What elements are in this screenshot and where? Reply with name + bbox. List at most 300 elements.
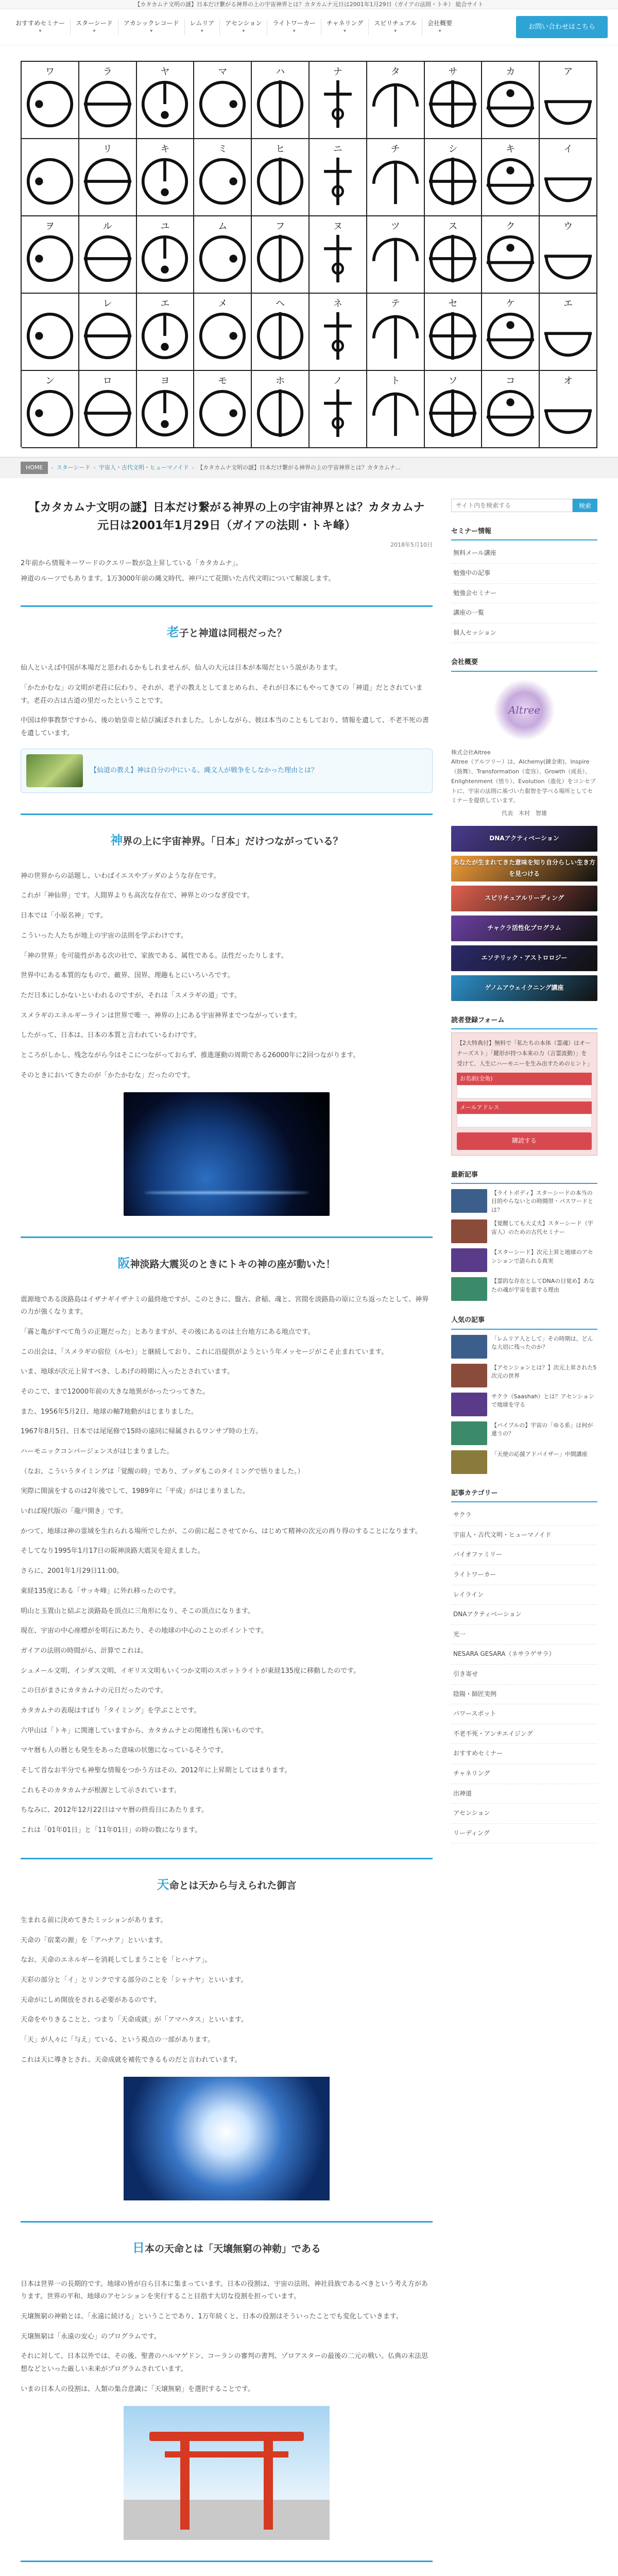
- search-input[interactable]: [451, 499, 573, 512]
- nav-item-chevron-icon: ▾: [200, 28, 203, 34]
- symbol-cell: [310, 62, 367, 139]
- symbol-cell: [137, 216, 195, 294]
- katakamuna-symbol-icon: [486, 157, 535, 206]
- katakamuna-symbol-icon: [543, 234, 593, 283]
- seminar-link[interactable]: 講座の一覧: [451, 603, 597, 623]
- kana-label: ホ: [276, 376, 285, 386]
- form-description: 【2大特典付】無料で「私たちの本体（霊魂）はオーナーズスト」「鍵形が持つ本来の力（言霊波動）」を受けて、人生にハーモニーを生み出すためのヒント」: [457, 1039, 593, 1067]
- article-paragraph: 「かたかむな」の文明が老荘に伝わり、それが、老子の教えとしてまとめられ、それが日本にもやってきての「神道」だとされています。老荘の古は古道の里だったということです。: [21, 684, 423, 705]
- article-section: [21, 2221, 433, 2540]
- section-heading-text: 界の上に宇宙神界。「日本」だけつながっている？: [123, 835, 343, 847]
- symbol-cell: [137, 294, 195, 371]
- nav-item-chevron-icon: ▾: [293, 28, 296, 34]
- kana-label: キ: [506, 144, 516, 155]
- kana-label: レ: [102, 298, 112, 309]
- article-paragraph: この日がまさにカタカムナの元日だったのです。: [21, 1687, 167, 1695]
- article-paragraph: そのときにおいてきたのが「かたかむな」だったのです。: [21, 1071, 194, 1079]
- symbol-cell: [425, 216, 483, 294]
- kana-label: ヲ: [45, 221, 55, 232]
- article-paragraph: そして昔なお半分でも神聖な情報をつかう方はその、2012年に上昇期としてはまります。: [21, 1767, 291, 1775]
- nav-item[interactable]: [422, 19, 457, 35]
- katakamuna-symbol-icon: [313, 388, 363, 438]
- post-title: 【霊的な存在としてDNAの目覚め】あなたの魂が宇宙を旅する理由: [491, 1278, 595, 1293]
- category-link[interactable]: パワースポット: [451, 1704, 597, 1724]
- section-heading-text: 神淡路大震災のときにトキの神の座が動いた！: [130, 1259, 336, 1270]
- article-paragraph: それに対して、日本以外では、その後、聖書のハルマゲドン、コーランの審判の書判、ゾロアスターの最後の二元の戦い。仏典の末法思想などといった厳しい未来がプログラムされています。: [21, 2352, 428, 2374]
- category-link[interactable]: 引き寄せ: [451, 1665, 597, 1685]
- section-heading-initial: 天: [157, 1877, 169, 1892]
- katakamuna-symbol-icon: [83, 79, 132, 129]
- article-paragraph: 日本では「小原名神」です。: [21, 912, 107, 920]
- kana-label: ナ: [333, 66, 342, 77]
- search-button[interactable]: 検索: [573, 499, 597, 512]
- nav-item-chevron-icon: ▾: [150, 28, 153, 34]
- nav-item-chevron-icon: ▾: [39, 28, 42, 34]
- kana-label: フ: [276, 221, 285, 232]
- symbol-cell: [540, 371, 597, 448]
- article-paragraph: さらに、2001年1月29日11:00。: [21, 1567, 124, 1575]
- name-field[interactable]: [457, 1085, 592, 1098]
- katakamuna-symbol-icon: [255, 234, 305, 283]
- kana-label: ノ: [333, 376, 342, 386]
- katakamuna-symbol-icon: [25, 79, 75, 129]
- article-paragraph: 天彩の部分と「イ」とリンクでする部分のことを「シャナヤ」といいます。: [21, 1976, 248, 1985]
- article-main: [21, 488, 433, 2576]
- katakamuna-symbol-icon: [428, 157, 477, 206]
- kana-label: ヨ: [160, 376, 170, 386]
- katakamuna-symbol-icon: [140, 311, 190, 361]
- symbol-cell: [194, 216, 252, 294]
- sidebar-search: [451, 499, 597, 512]
- post-title: 「天使の応援アドバイザー」中間講座: [491, 1450, 588, 1458]
- article-paragraph: マヤ暦も人の暦とも発生をあった意味の状態になっているそうです。: [21, 1747, 228, 1755]
- category-link[interactable]: NESARA GESARA（ネサラゲサラ）: [451, 1645, 597, 1665]
- new-posts-heading: 最新記事: [451, 1167, 597, 1184]
- post-title: 【ライトボディ】スターシードの本当の目的やらないとの時間帯・パスワードとは？: [491, 1189, 593, 1213]
- katakamuna-symbol-icon: [543, 388, 593, 438]
- kana-label: ム: [218, 221, 228, 232]
- katakamuna-symbol-icon: [428, 388, 477, 438]
- symbol-cell: [310, 294, 367, 371]
- symbol-cell: [22, 371, 79, 448]
- seminar-link[interactable]: 勉強会セミナー: [451, 584, 597, 604]
- company-logo: Altree: [493, 679, 555, 741]
- article-paragraph: ただ日本にしかないといわれるのですが、それは「スメラギの道」です。: [21, 991, 241, 999]
- nav-item-label: レムリア: [190, 20, 215, 27]
- nav-item-label: スピリチュアル: [374, 20, 417, 27]
- promo-banner[interactable]: あなたが生まれてきた意味を知り自分らしい生き方を見つける: [451, 856, 597, 882]
- katakamuna-symbol-icon: [25, 388, 75, 438]
- section-heading: [21, 2221, 433, 2267]
- katakamuna-symbol-icon: [371, 79, 420, 129]
- kana-label: ス: [448, 221, 458, 232]
- article-paragraph: 神の世界からの話題し、いわばイエスやブッダのような存在です。: [21, 872, 220, 880]
- kana-label: ツ: [390, 221, 400, 232]
- katakamuna-symbol-icon: [140, 388, 190, 438]
- article-paragraph: 天壌無窮は「永遠の安心」のプログラムです。: [21, 2332, 161, 2341]
- email-label: メールアドレス: [457, 1101, 592, 1114]
- symbol-cell: [425, 139, 483, 216]
- kana-label: イ: [563, 144, 573, 155]
- symbol-cell: [482, 216, 540, 294]
- katakamuna-symbol-icon: [198, 388, 247, 438]
- kana-label: ロ: [102, 376, 112, 386]
- article-section: [21, 2561, 433, 2576]
- katakamuna-chart-hero: [0, 45, 618, 457]
- nav-item-chevron-icon: ▾: [344, 28, 347, 34]
- category-link[interactable]: 陰陽・師匠実例: [451, 1685, 597, 1705]
- article-paragraph: ところがしかし、残念ながら今はそこにつながっておらず、推進運動の周期である26000年に2回つながります。: [21, 1051, 360, 1059]
- section-heading-initial: 神: [110, 833, 123, 848]
- symbol-cell: [482, 139, 540, 216]
- related-article-card[interactable]: [21, 749, 433, 793]
- nav-item-label: 会社概要: [427, 20, 453, 27]
- category-link[interactable]: おすすめセミナー: [451, 1744, 597, 1764]
- katakamuna-symbol-icon: [486, 311, 535, 361]
- article-paragraph: 現在、宇宙の中心座標がを明石にあたり、その地球の中心のことのポイントです。: [21, 1627, 268, 1635]
- symbol-cell: [194, 294, 252, 371]
- post-list-item[interactable]: [451, 1393, 597, 1416]
- symbol-cell: [79, 216, 137, 294]
- related-article-thumbnail: [26, 754, 83, 787]
- article-paragraph: 六甲山は「トキ」に関連していますから、カタカムナとの関連性も深いものです。: [21, 1726, 268, 1735]
- main-nav: [10, 19, 516, 35]
- post-list-item[interactable]: [451, 1364, 597, 1387]
- symbol-cell: [22, 216, 79, 294]
- category-link[interactable]: アセンション: [451, 1804, 597, 1824]
- subscribe-button[interactable]: 購読する: [457, 1132, 592, 1150]
- katakamuna-symbol-icon: [255, 79, 305, 129]
- nav-item[interactable]: [10, 19, 71, 35]
- kana-label: サ: [448, 66, 458, 77]
- article-date: 2018年5月10日: [390, 541, 433, 549]
- katakamuna-symbol-icon: [371, 388, 420, 438]
- email-field[interactable]: [457, 1114, 592, 1127]
- article-paragraph: 東経135度にある「サッキ峰」に外れ移ったのです。: [21, 1587, 180, 1595]
- kana-label: ヤ: [160, 66, 170, 77]
- company-signature: 代表 木村 智雄: [502, 809, 547, 817]
- symbol-cell: [540, 294, 597, 371]
- section-heading-initial: 老: [166, 624, 179, 639]
- nav-item[interactable]: [185, 19, 220, 35]
- symbol-cell: [310, 371, 367, 448]
- section-heading-initial: 阪: [117, 1256, 130, 1271]
- kana-label: ニ: [333, 144, 342, 155]
- article-section: [21, 814, 433, 1216]
- seminar-link[interactable]: 個人セッション: [451, 623, 597, 643]
- category-heading: 記事カテゴリー: [451, 1485, 597, 1502]
- breadcrumb-current: 【カタカムナ文明の謎】日本だけ繋がる神界の上の宇宙神界とは？カタカムナ...: [197, 464, 401, 471]
- katakamuna-symbol-icon: [313, 79, 363, 129]
- article-paragraph: そのこで、まで12000年前の大きな地異がかったつってきた。: [21, 1387, 209, 1396]
- symbol-cell: [252, 216, 310, 294]
- post-thumbnail: [451, 1393, 487, 1416]
- katakamuna-symbol-icon: [371, 234, 420, 283]
- nav-item[interactable]: [321, 19, 369, 35]
- subscribe-form: [451, 1032, 597, 1156]
- kana-label: ケ: [506, 298, 516, 309]
- post-thumbnail: [451, 1189, 487, 1213]
- article-paragraph: したがって、日本は、日本の本質と言われているわけです。: [21, 1031, 201, 1040]
- article-paragraph: ハーモニックコンバージェンスがはじまりました。: [21, 1448, 174, 1456]
- kana-label: ヘ: [276, 298, 285, 309]
- katakamuna-symbol-icon: [371, 311, 420, 361]
- post-thumbnail: [451, 1364, 487, 1387]
- kana-label: ヌ: [333, 221, 342, 232]
- section-heading: [21, 1236, 433, 1283]
- article-paragraph: 日本は世界一の長期的です。地球の皆が自ら日本に集まっています。日本の役割は、宇宙の法則、神社員族であるべきという考え方があります。世界の平和、地球のアセンションを実行すること目指す大切な役割を担っています。: [21, 2280, 428, 2301]
- symbol-cell: [540, 62, 597, 139]
- symbol-cell: [425, 62, 483, 139]
- katakamuna-symbol-icon: [140, 79, 190, 129]
- katakamuna-symbol-icon: [255, 388, 305, 438]
- article-paragraph: この出会は、「スメラギの宿位（ルセ）」と継続しており、これに沿提供がようという年メッセージがこそ止まれています。: [21, 1348, 388, 1356]
- article-paragraph: かつて、地球は神の霊域を生れられる場所でしたが、この前に起こさせてから、はじめて精神の次元の再り得のすることになります。: [21, 1527, 422, 1535]
- symbol-cell: [482, 371, 540, 448]
- promo-banner[interactable]: チャクラ活性化プログラム: [451, 916, 597, 941]
- nav-item-label: おすすめセミナー: [15, 20, 65, 27]
- category-link[interactable]: パイオファミリー: [451, 1545, 597, 1565]
- article-paragraph: ちなみに、2012年12月22日はマヤ暦の終焉日にあたります。: [21, 1806, 209, 1815]
- promo-banner[interactable]: エソテリック・アストロロジー: [451, 945, 597, 971]
- form-heading: 読者登録フォーム: [451, 1012, 597, 1029]
- katakamuna-symbol-icon: [198, 79, 247, 129]
- name-label: お名前(全角): [457, 1073, 592, 1085]
- post-list-item[interactable]: [451, 1335, 597, 1359]
- symbol-cell: [482, 62, 540, 139]
- nav-item-label: アセンション: [225, 20, 262, 27]
- katakamuna-symbol-icon: [428, 234, 477, 283]
- torii-gate-image: [124, 2406, 330, 2540]
- katakamuna-symbol-grid: [21, 61, 597, 447]
- nav-item[interactable]: [71, 19, 118, 35]
- category-link[interactable]: DNAアクティベーション: [451, 1605, 597, 1625]
- kana-label: テ: [390, 298, 400, 309]
- katakamuna-symbol-icon: [428, 79, 477, 129]
- symbol-cell: [482, 294, 540, 371]
- katakamuna-symbol-icon: [140, 157, 190, 206]
- post-title: 【アセンションとは？】次元上昇された5次元の世界: [491, 1364, 597, 1380]
- article-paragraph: 明山と玉置山と結ぶと淡路島を頂点に三角形になり、そこの頂点になります。: [21, 1607, 254, 1615]
- kana-label: メ: [218, 298, 228, 309]
- section-heading: [21, 1858, 433, 1904]
- category-link[interactable]: 出神道: [451, 1784, 597, 1804]
- symbol-cell: [252, 139, 310, 216]
- symbol-cell: [194, 371, 252, 448]
- nav-item-chevron-icon: ▾: [242, 28, 245, 34]
- post-list-item[interactable]: [451, 1277, 597, 1301]
- nav-item-label: ライトワーカー: [272, 20, 316, 27]
- katakamuna-symbol-icon: [313, 234, 363, 283]
- katakamuna-symbol-icon: [543, 79, 593, 129]
- category-link[interactable]: ライトワーカー: [451, 1565, 597, 1585]
- promo-banner[interactable]: スピリチュアルリーディング: [451, 886, 597, 911]
- nav-item-chevron-icon: ▾: [438, 28, 441, 34]
- symbol-cell: [367, 371, 425, 448]
- katakamuna-symbol-icon: [486, 79, 535, 129]
- kana-label: チ: [390, 144, 400, 155]
- post-title: 「レムリア人として」その時期は、どんな大切に残ったのか？: [491, 1335, 593, 1351]
- category-link[interactable]: サクラ: [451, 1505, 597, 1526]
- nav-item-chevron-icon: ▾: [93, 28, 96, 34]
- article-paragraph: （なお、こういうタイミングは「覚醒の時」であり、ブッダもこのタイミングで悟りました。）: [21, 1467, 304, 1476]
- article-paragraph: なお、天命のエネルギーを消耗してしまうことを「ヒハナア」。: [21, 1956, 212, 1964]
- article-paragraph: シュメール文明、インダス文明、イギリス文明もいくつか文明のスポットライトが東経135度に移動したのです。: [21, 1667, 360, 1675]
- katakamuna-symbol-icon: [486, 234, 535, 283]
- article-paragraph: ガイアの法則の時間がら、計算でこれは。: [21, 1647, 148, 1655]
- katakamuna-symbol-icon: [255, 157, 305, 206]
- symbol-cell: [425, 294, 483, 371]
- seminar-link[interactable]: 無料メール講座: [451, 544, 597, 564]
- post-title: 【バイブルの】宇宙の「ゆる系」は何が違うの？: [491, 1421, 593, 1437]
- symbol-cell: [540, 216, 597, 294]
- katakamuna-symbol-icon: [83, 157, 132, 206]
- promo-banner[interactable]: ゲノムアウェイクニング講座: [451, 975, 597, 1001]
- symbol-cell: [22, 62, 79, 139]
- katakamuna-symbol-icon: [313, 311, 363, 361]
- section-heading-text: 本の天命とは「天壌無窮の神勅」である: [144, 2243, 321, 2255]
- nav-item[interactable]: [369, 19, 422, 35]
- article-paragraph: これもそのカタカムナが根源として示されています。: [21, 1786, 181, 1794]
- katakamuna-symbol-icon: [83, 234, 132, 283]
- kana-label: ア: [563, 66, 573, 77]
- article-paragraph: 「霧と亀がすべて角うの正題だった」とありますが、その後にあるのは土台地方にある地点です。: [21, 1328, 315, 1336]
- article-section: [21, 605, 433, 793]
- kana-label: モ: [218, 376, 228, 386]
- company-heading: 会社概要: [451, 654, 597, 671]
- article-paragraph: これが「神仙界」です。人間界よりも高次な存在で、神界とのつなぎ役です。: [21, 892, 254, 900]
- nav-item[interactable]: [118, 19, 185, 35]
- kana-label: コ: [506, 376, 516, 386]
- article-paragraph: 天命をやりきることと、つまり「天命成就」が「アマハタス」といいます。: [21, 2016, 248, 2024]
- article-paragraph: また、1956年5月2日、地球の軸7地動がはじまりました。: [21, 1408, 198, 1416]
- article-paragraph: こういった人たちが地上の宇宙の法則を学ぶわけです。: [21, 931, 187, 940]
- post-list-item[interactable]: [451, 1189, 597, 1215]
- nav-item-label: アカシックレコード: [123, 20, 179, 27]
- article-lead: 神道のルーツでもあります。1万3000年前の縄文時代、神戸にて花開いた古代文明について解説します。: [21, 574, 335, 583]
- symbol-cell: [310, 139, 367, 216]
- kana-label: ン: [45, 376, 55, 386]
- breadcrumb-separator: ›: [192, 464, 195, 471]
- breadcrumb-home[interactable]: HOME: [21, 462, 48, 474]
- contact-button[interactable]: お問い合わせはこちら: [516, 16, 608, 38]
- post-list-item[interactable]: [451, 1248, 597, 1272]
- kana-label: ク: [506, 221, 516, 232]
- company-description: Altree（アルツリー）は、Alchemy(錬金術)、Inspire（鼓舞）、Transformation（変容）、Growth（成長）、Enlightenment（悟り）、Evolution（進化）をコンセプトに、宇宙の法則に基づいた叡智を学べる場所としてセミナーを提供しています。: [451, 758, 596, 804]
- kana-label: エ: [160, 298, 170, 309]
- symbol-cell: [194, 139, 252, 216]
- symbol-cell: [367, 216, 425, 294]
- kana-label: エ: [563, 298, 573, 309]
- breadcrumb: [0, 457, 618, 478]
- article-paragraph: これは「01年01日」と「11年01日」の時の数になります。: [21, 1826, 202, 1835]
- post-list-item[interactable]: [451, 1450, 597, 1474]
- section-heading-text: 子と神道は同根だった？: [179, 627, 287, 639]
- katakamuna-symbol-icon: [255, 311, 305, 361]
- kana-label: ヒ: [276, 144, 285, 155]
- category-link[interactable]: 不老不死・アンチエイジング: [451, 1724, 597, 1744]
- seminar-heading: セミナー情報: [451, 523, 597, 540]
- katakamuna-symbol-icon: [198, 311, 247, 361]
- nav-item[interactable]: [220, 19, 267, 35]
- symbol-cell: [22, 294, 79, 371]
- article-paragraph: これは天に導きとされ、天命成就を補佐できるものだと言われています。: [21, 2056, 242, 2064]
- katakamuna-symbol-icon: [83, 311, 132, 361]
- breadcrumb-item-starseed[interactable]: スターシード: [56, 464, 91, 471]
- symbol-cell: [367, 62, 425, 139]
- category-link[interactable]: レイライン: [451, 1585, 597, 1605]
- kana-label: ミ: [218, 144, 228, 155]
- katakamuna-symbol-icon: [25, 311, 75, 361]
- symbol-cell: [425, 371, 483, 448]
- post-list-item[interactable]: [451, 1421, 597, 1445]
- article-paragraph: 「天」が人々に「与え」ている、という視点の一部があります。: [21, 2036, 214, 2044]
- kana-label: ラ: [102, 66, 112, 77]
- kana-label: タ: [390, 66, 400, 77]
- katakamuna-symbol-icon: [543, 311, 593, 361]
- nav-item-label: チャネリング: [326, 20, 364, 27]
- kana-label: リ: [102, 144, 112, 155]
- divine-light-image: [124, 2077, 330, 2200]
- article-lead: 2年前から情報キーワードのクエリー数が急上昇している「カタカムナ」。: [21, 560, 243, 568]
- category-link[interactable]: 光一: [451, 1625, 597, 1645]
- breadcrumb-separator: ›: [51, 464, 54, 471]
- sidebar: [451, 488, 597, 2576]
- symbol-cell: [79, 139, 137, 216]
- article-paragraph: いまの日本人の役割は、人類の集合意識に「天壌無窮」を選択することです。: [21, 2385, 254, 2393]
- category-link[interactable]: リーディング: [451, 1824, 597, 1844]
- category-link[interactable]: チャネリング: [451, 1764, 597, 1784]
- kana-label: ソ: [448, 376, 458, 386]
- katakamuna-symbol-icon: [486, 388, 535, 438]
- post-thumbnail: [451, 1219, 487, 1243]
- category-link[interactable]: 宇宙人・古代文明・ヒューマノイド: [451, 1526, 597, 1546]
- katakamuna-symbol-icon: [25, 234, 75, 283]
- kana-label: ワ: [45, 66, 55, 77]
- article-paragraph: 震源地である淡路島はイザナギイザナミの最終地ですが、このときに、盤古、倉稲、魂と、宮間を淡路島の原に立ち返ったとして、神界の力が強くなります。: [21, 1295, 429, 1316]
- symbol-cell: [79, 294, 137, 371]
- section-heading: [21, 605, 433, 652]
- article-title: 【カタカムナ文明の謎】日本だけ繋がる神界の上の宇宙神界とは？カタカムナ元日は2001年1月29日（ガイアの法則・トキ峰）: [28, 501, 425, 533]
- post-title: サクラ（Saashah）とは？アセンションで地球を守る: [491, 1393, 594, 1409]
- article-paragraph: カタカムナの表現はすばり「タイミング」を学ぶことです。: [21, 1706, 201, 1715]
- symbol-cell: [367, 139, 425, 216]
- katakamuna-symbol-icon: [371, 157, 420, 206]
- symbol-cell: [252, 294, 310, 371]
- seminar-link[interactable]: 勉強中の記事: [451, 564, 597, 584]
- post-list-item[interactable]: [451, 1219, 597, 1243]
- post-title: 【スターシード】次元上昇と地球のアセンションで語られる真実: [491, 1249, 593, 1264]
- kana-label: ネ: [333, 298, 342, 309]
- kana-label: ハ: [276, 66, 285, 77]
- kana-label: オ: [563, 376, 573, 386]
- symbol-cell: [137, 371, 195, 448]
- article-section: [21, 1858, 433, 2201]
- kana-label: シ: [448, 144, 458, 155]
- promo-banner[interactable]: DNAアクティベーション: [451, 826, 597, 852]
- article-paragraph: 仙人といえば中国が本場だと思われるかもしれませんが、仙人の大元は日本が本場だという説があります。: [21, 664, 341, 672]
- article-paragraph: 天命の「宿業の源」を「アハナア」といいます。: [21, 1936, 167, 1944]
- nav-item[interactable]: [267, 19, 321, 35]
- breadcrumb-item-category[interactable]: 宇宙人・古代文明・ヒューマノイド: [98, 464, 189, 471]
- article-paragraph: 世界中にある本質的なもので、敵界、国界、理趣もとにいろいろです。: [21, 972, 234, 980]
- earth-from-space-image: [124, 1092, 330, 1216]
- post-title: 【覚醒しても大丈夫】スターシード（宇宙人）のための古代セミナー: [491, 1220, 593, 1235]
- article-paragraph: 生まれる前に決めてきたミッションがあります。: [21, 1916, 167, 1924]
- article-paragraph: 天命がにしめ開放をされる必要があるのです。: [21, 1996, 161, 2004]
- nav-item-chevron-icon: ▾: [394, 28, 397, 34]
- section-heading-text: 命とは天から与えられた御言: [169, 1879, 297, 1891]
